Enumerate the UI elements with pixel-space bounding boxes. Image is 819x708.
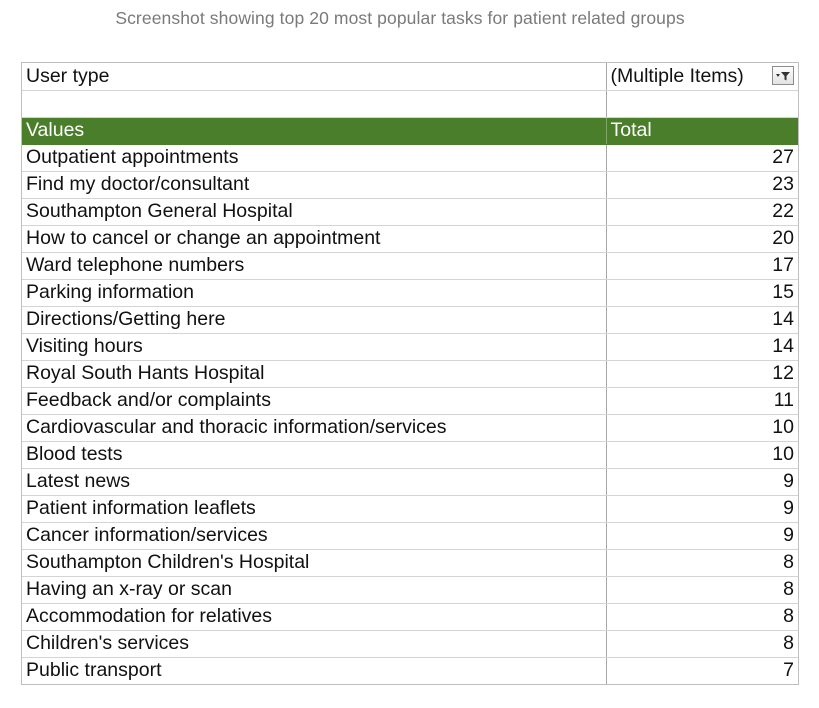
total-header: Total bbox=[606, 117, 798, 144]
pivot-grid bbox=[22, 63, 798, 684]
table-row bbox=[22, 522, 798, 549]
filter-value-cell[interactable] bbox=[606, 63, 798, 90]
table-row bbox=[22, 387, 798, 414]
table-row bbox=[22, 468, 798, 495]
blank-cell bbox=[606, 90, 798, 117]
task-label: Blood tests bbox=[22, 441, 606, 468]
screenshot-caption: Screenshot showing top 20 most popular tasks for patient related groups bbox=[115, 8, 685, 28]
table-row bbox=[22, 279, 798, 306]
table-row bbox=[22, 630, 798, 657]
filter-value: (Multiple Items) bbox=[610, 64, 744, 87]
task-total: 15 bbox=[606, 279, 798, 306]
task-label: Public transport bbox=[22, 657, 606, 684]
task-total: 8 bbox=[606, 576, 798, 603]
table-row bbox=[22, 225, 798, 252]
task-total: 14 bbox=[606, 333, 798, 360]
task-label: Outpatient appointments bbox=[22, 144, 606, 171]
task-label: Feedback and/or complaints bbox=[22, 387, 606, 414]
task-total: 10 bbox=[606, 414, 798, 441]
task-total: 11 bbox=[606, 387, 798, 414]
task-label: Ward telephone numbers bbox=[22, 252, 606, 279]
table-row bbox=[22, 198, 798, 225]
table-row bbox=[22, 414, 798, 441]
task-label: Find my doctor/consultant bbox=[22, 171, 606, 198]
header-row bbox=[22, 117, 798, 144]
task-label: Directions/Getting here bbox=[22, 306, 606, 333]
table-row bbox=[22, 549, 798, 576]
task-label: Visiting hours bbox=[22, 333, 606, 360]
task-label: Patient information leaflets bbox=[22, 495, 606, 522]
blank-cell bbox=[22, 90, 606, 117]
filter-row bbox=[22, 63, 798, 90]
task-total: 9 bbox=[606, 468, 798, 495]
task-total: 17 bbox=[606, 252, 798, 279]
blank-row bbox=[22, 90, 798, 117]
task-total: 9 bbox=[606, 495, 798, 522]
pivot-table bbox=[21, 62, 799, 685]
task-label: How to cancel or change an appointment bbox=[22, 225, 606, 252]
filter-label: User type bbox=[22, 63, 606, 90]
table-row bbox=[22, 306, 798, 333]
task-label: Parking information bbox=[22, 279, 606, 306]
task-total: 12 bbox=[606, 360, 798, 387]
table-row bbox=[22, 657, 798, 684]
table-row bbox=[22, 171, 798, 198]
task-total: 8 bbox=[606, 549, 798, 576]
task-total: 22 bbox=[606, 198, 798, 225]
table-row bbox=[22, 603, 798, 630]
task-label: Accommodation for relatives bbox=[22, 603, 606, 630]
task-label: Southampton Children's Hospital bbox=[22, 549, 606, 576]
task-total: 8 bbox=[606, 630, 798, 657]
task-total: 7 bbox=[783, 659, 794, 682]
task-label: Cancer information/services bbox=[22, 522, 606, 549]
task-label: Having an x-ray or scan bbox=[22, 576, 606, 603]
table-row bbox=[22, 333, 798, 360]
task-label: Southampton General Hospital bbox=[22, 198, 606, 225]
task-total: 27 bbox=[606, 144, 798, 171]
pivot-body bbox=[22, 63, 798, 684]
table-row bbox=[22, 144, 798, 171]
table-row bbox=[22, 576, 798, 603]
task-label: Latest news bbox=[22, 468, 606, 495]
task-total: 8 bbox=[606, 603, 798, 630]
task-total: 10 bbox=[606, 441, 798, 468]
task-total: 14 bbox=[606, 306, 798, 333]
task-total: 23 bbox=[606, 171, 798, 198]
filter-funnel-icon bbox=[775, 70, 791, 82]
task-total: 9 bbox=[606, 522, 798, 549]
table-row bbox=[22, 360, 798, 387]
task-total: 20 bbox=[606, 225, 798, 252]
table-row bbox=[22, 495, 798, 522]
table-row bbox=[22, 441, 798, 468]
task-label: Cardiovascular and thoracic information/services bbox=[22, 414, 606, 441]
values-header: Values bbox=[22, 117, 606, 144]
filter-dropdown-icon[interactable] bbox=[772, 66, 794, 85]
task-label: Royal South Hants Hospital bbox=[22, 360, 606, 387]
table-row bbox=[22, 252, 798, 279]
task-label: Children's services bbox=[22, 630, 606, 657]
